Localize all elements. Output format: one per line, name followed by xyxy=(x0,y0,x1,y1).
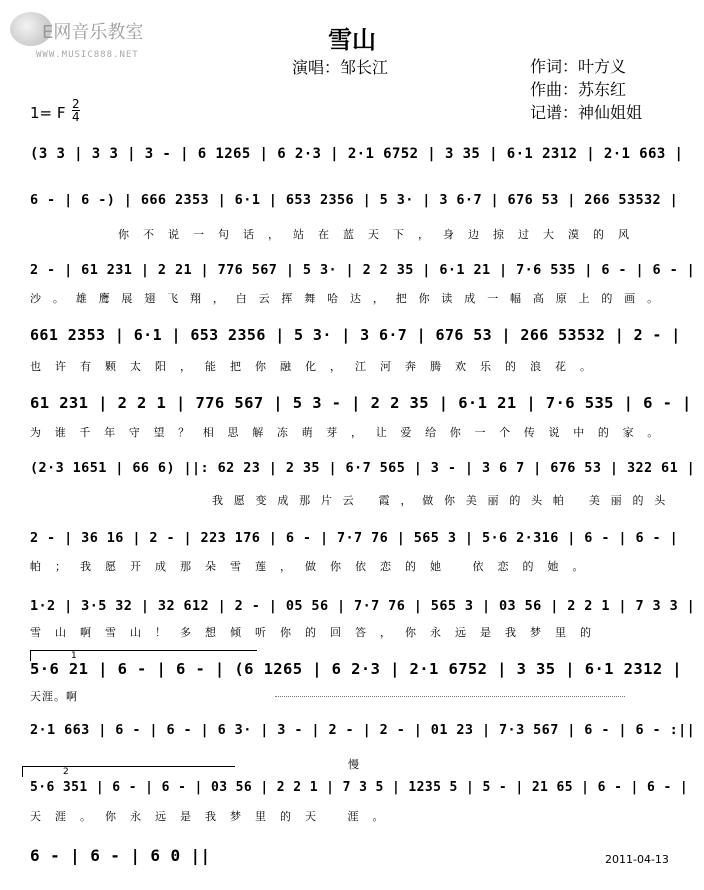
humming-dotted-line xyxy=(275,696,625,697)
score-line-12: 6 - | 6 - | 6 0 || xyxy=(30,846,211,865)
score-line-9: 5·6 21 | 6 - | 6 - | (6 1265 | 6 2·3 | 2·1 6752 | 3 35 | 6·1 2312 | xyxy=(30,660,683,678)
second-ending-bracket xyxy=(22,766,235,777)
score-line-10: 2·1 663 | 6 - | 6 - | 6 3· | 3 - | 2 - | 2 - | 01 23 | 7·3 567 | 6 - | 6 - :|| xyxy=(30,722,696,738)
lyric-line-5: 为谁千年守望？相思解冻萌芽，让爱给你一个传说中的家。 xyxy=(30,426,672,439)
second-ending-number: 2 xyxy=(63,767,69,777)
lyric-line-4: 也许有颗太阳，能把你融化，江河奔腾欢乐的浪花。 xyxy=(30,360,605,373)
lyric-line-9: 天涯。啊 xyxy=(30,690,78,703)
score-line-3: 2 - | 61 231 | 2 21 | 776 567 | 5 3· | 2 2 35 | 6·1 21 | 7·6 535 | 6 - | 6 - | xyxy=(30,262,696,278)
time-signature-bottom: 4 xyxy=(72,110,80,124)
lyric-line-6: 我愿变成那片云 霞，做你美丽的头帕 美丽的头 xyxy=(212,494,676,507)
score-line-5: 61 231 | 2 2 1 | 776 567 | 5 3 - | 2 2 35 | 6·1 21 | 7·6 535 | 6 - | xyxy=(30,394,692,412)
lyric-line-7: 帕；我愿开成那朵雪莲，做你依恋的她 依恋的她。 xyxy=(30,560,598,573)
logo-url: WWW.MUSIC888.NET xyxy=(36,50,139,60)
score-line-7: 2 - | 36 16 | 2 - | 223 176 | 6 - | 7·7 76 | 565 3 | 5·6 2·316 | 6 - | 6 - | xyxy=(30,530,679,546)
singer-credit: 演唱：邹长江 xyxy=(292,58,389,77)
key-signature: 1= F xyxy=(30,104,66,122)
lyric-line-2: 你不说一句话，站在蓝天下，身边掠过大漠的风 xyxy=(118,228,643,241)
song-title: 雪山 xyxy=(328,26,376,54)
tempo-marking: 慢 xyxy=(348,758,360,771)
first-ending-number: 1 xyxy=(71,651,77,661)
score-line-4: 661 2353 | 6·1 | 653 2356 | 5 3· | 3 6·7 | 676 53 | 266 53532 | 2 - | xyxy=(30,326,681,344)
time-signature-top: 2 xyxy=(72,97,80,111)
score-line-11: 5·6 351 | 6 - | 6 - | 03 56 | 2 2 1 | 7 3 5 | 1235 5 | 5 - | 21 65 | 6 - | 6 - | xyxy=(30,780,689,795)
logo-name: E网音乐教室 xyxy=(42,22,144,43)
time-signature xyxy=(72,98,80,123)
lyric-line-3: 沙。雄鹰展翅飞翔，白云挥舞哈达，把你读成一幅高原上的画。 xyxy=(30,292,670,305)
lyric-line-11: 天涯。你永远是我梦里的天 涯。 xyxy=(30,810,398,823)
transcription-date: 2011-04-13 xyxy=(605,853,669,866)
score-line-2: 6 - | 6 -) | 666 2353 | 6·1 | 653 2356 | 5 3· | 3 6·7 | 676 53 | 266 53532 | xyxy=(30,192,679,208)
score-line-6: (2·3 1651 | 66 6) ||: 62 23 | 2 35 | 6·7 565 | 3 - | 3 6 7 | 676 53 | 322 61 | xyxy=(30,460,696,476)
lyric-line-8: 雪山啊雪山！多想倾听你的回答，你永远是我梦里的 xyxy=(30,626,605,639)
score-line-1: (3 3 | 3 3 | 3 - | 6 1265 | 6 2·3 | 2·1 6752 | 3 35 | 6·1 2312 | 2·1 663 | xyxy=(30,146,684,162)
transcriber-credit: 记谱：神仙姐姐 xyxy=(530,103,643,122)
lyricist-credit: 作词：叶方义 xyxy=(530,57,627,76)
composer-credit: 作曲：苏东红 xyxy=(530,80,627,99)
score-line-8: 1·2 | 3·5 32 | 32 612 | 2 - | 05 56 | 7·7 76 | 565 3 | 03 56 | 2 2 1 | 7 3 3 | xyxy=(30,598,696,614)
